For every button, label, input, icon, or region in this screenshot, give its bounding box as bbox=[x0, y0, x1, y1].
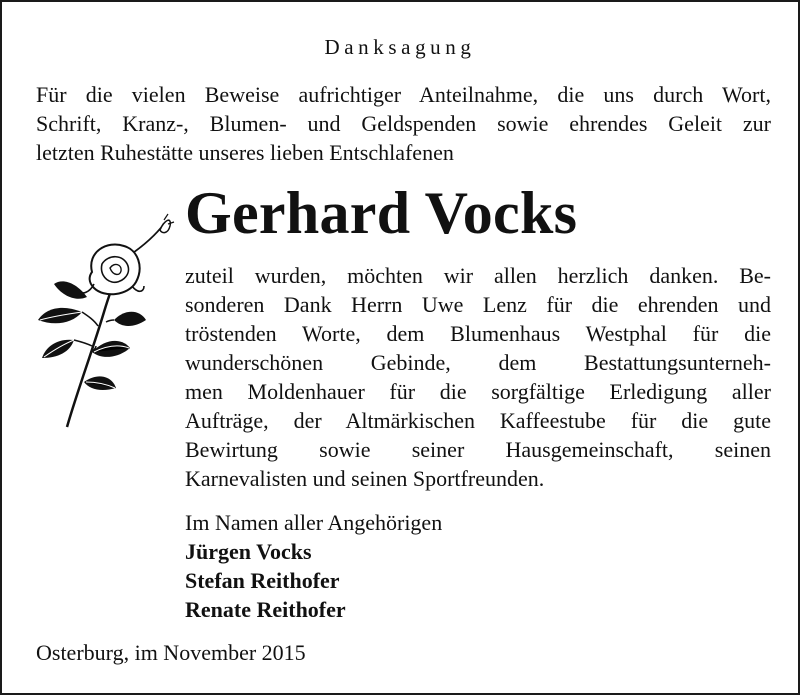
intro-line: Für die vielen Beweise aufrichtiger Anteilnahme, die uns durch Wort, bbox=[36, 82, 771, 107]
body-line: Karnevalisten und seinen Sportfreunden. bbox=[185, 466, 545, 491]
body-line: zuteil wurden, möchten wir allen herzlich danken. Be- bbox=[185, 263, 771, 288]
intro-paragraph bbox=[36, 80, 771, 167]
body-line: Aufträge, der Altmärkischen Kaffeestube für die gute bbox=[185, 408, 771, 433]
signature-block bbox=[185, 508, 442, 624]
body-line: men Moldenhauer für die sorgfältige Erledigung aller bbox=[185, 379, 771, 404]
signature-intro: Im Namen aller Angehörigen bbox=[185, 510, 443, 535]
thanks-paragraph bbox=[185, 261, 771, 493]
signatory-name: Jürgen Vocks bbox=[185, 539, 312, 564]
place-date: Osterburg, im November 2015 bbox=[36, 640, 306, 665]
signatory-name: Renate Reithofer bbox=[185, 597, 346, 622]
body-line: sonderen Dank Herrn Uwe Lenz für die ehrenden und bbox=[185, 292, 771, 317]
body-line: tröstenden Worte, dem Blumenhaus Westphal für die bbox=[185, 321, 771, 346]
intro-line: letzten Ruhestätte unseres lieben Entschlafenen bbox=[36, 140, 454, 165]
notice-heading: Danksagung bbox=[324, 35, 476, 59]
body-line: Bewirtung sowie seiner Hausgemeinschaft, seinen bbox=[185, 437, 771, 462]
signatory-name: Stefan Reithofer bbox=[185, 568, 340, 593]
deceased-name: Gerhard Vocks bbox=[185, 180, 578, 246]
body-line: wunderschönen Gebinde, dem Bestattungsunterneh- bbox=[185, 350, 771, 375]
intro-line: Schrift, Kranz-, Blumen- und Geldspenden sowie ehrendes Geleit zur bbox=[36, 111, 771, 136]
rose-illustration-icon bbox=[32, 212, 182, 432]
